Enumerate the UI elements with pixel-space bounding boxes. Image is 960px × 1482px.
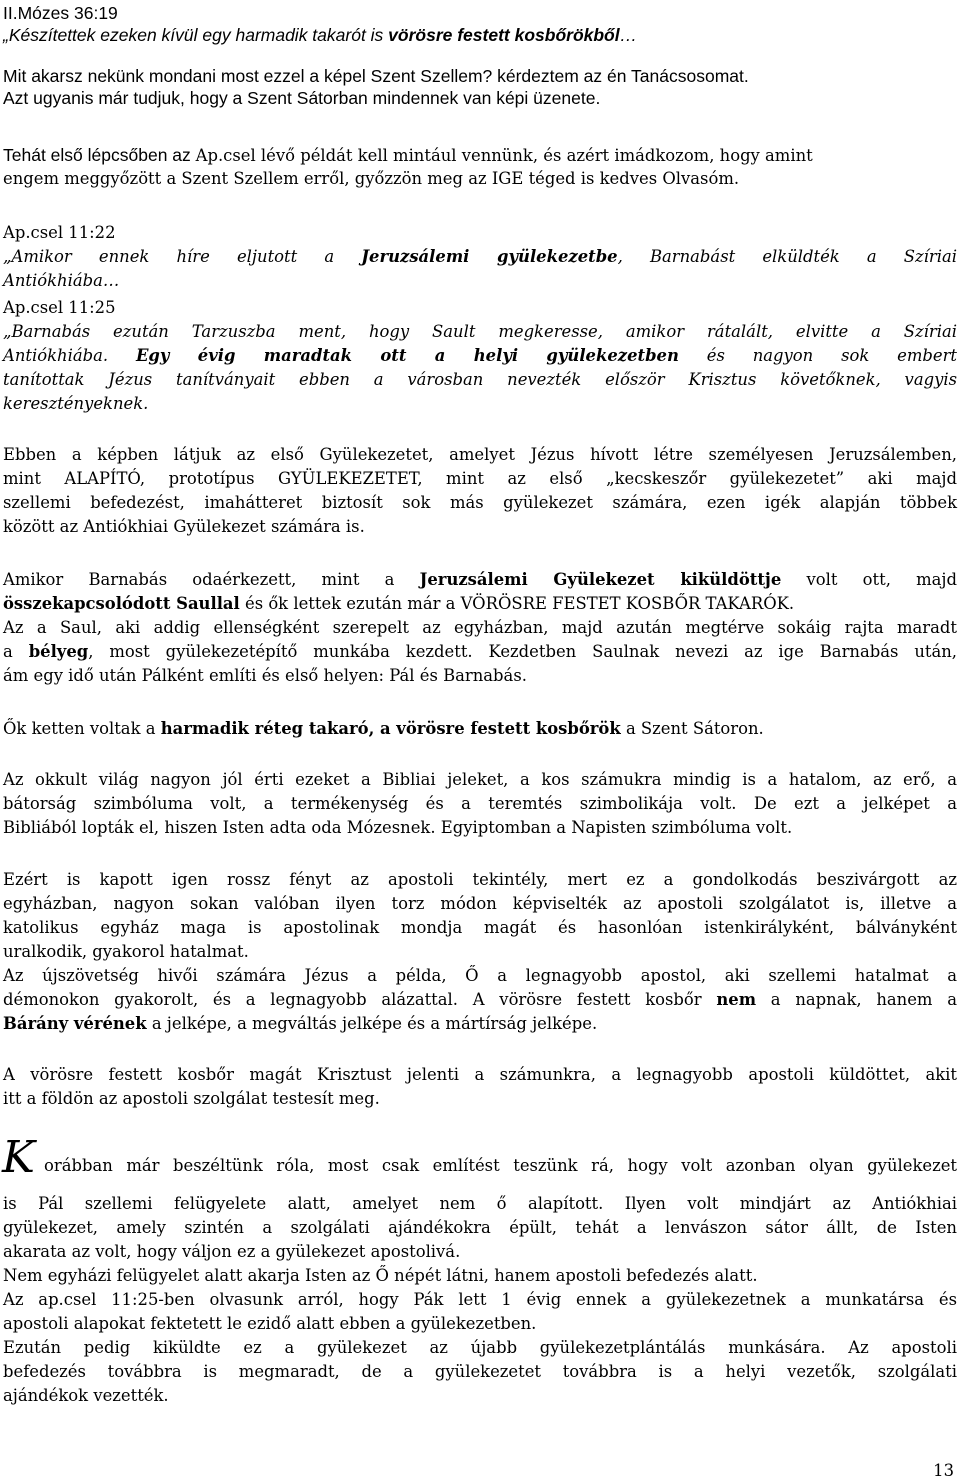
paragraph-line bbox=[3, 569, 957, 591]
paragraph-text: a Szent Sátoron. bbox=[620, 719, 764, 738]
paragraph-line: Nem egyházi felügyelet alatt akarja Isten az Ő népét látni, hanem apostoli befedezés alatt. bbox=[3, 1266, 758, 1285]
verse-line: Antiókhiába… bbox=[3, 271, 120, 290]
page-number: 13 bbox=[933, 1461, 954, 1480]
step-text: Ap.csel lévő példát kell mintául vennünk, és azért imádkozom, hogy amint bbox=[195, 146, 813, 165]
verse-text: „Amikor ennek híre eljutott a bbox=[3, 247, 362, 266]
drop-cap bbox=[2, 1132, 42, 1183]
paragraph-emphasis: Bárány vérének bbox=[3, 1014, 147, 1033]
paragraph-emphasis: bélyeg bbox=[28, 642, 89, 661]
paragraph-line: is Pál szellemi felügyelete alatt, amelyet nem ő alapított. Ilyen volt mindjárt az Antiókhiai bbox=[3, 1194, 957, 1213]
reference-text: II.Mózes 36:19 bbox=[3, 3, 118, 23]
paragraph-line bbox=[3, 718, 957, 740]
paragraph-line: orábban már beszéltünk róla, most csak említést teszünk rá, hogy volt azonban olyan gyülekezet bbox=[44, 1156, 957, 1175]
paragraph-text: Ők ketten voltak a bbox=[3, 719, 161, 738]
paragraph-line: Az a Saul, aki addig ellenségként szerepelt az egyházban, majd azután megtérve sokáig rajta maradt bbox=[3, 618, 957, 637]
paragraph-line bbox=[3, 989, 957, 1011]
paragraph-text: és ők lettek ezután már a VÖRÖSRE FESTET KOSBŐR TAKARÓK. bbox=[239, 594, 795, 613]
paragraph-line: Az újszövetség hivői számára Jézus a példa, Ő a legnagyobb apostol, aki szellemi hatalmat a bbox=[3, 966, 957, 985]
paragraph-line: Az okkult világ nagyon jól érti ezeket a Bibliai jeleket, a kos számukra mindig is a hatalom, az erő, a bbox=[3, 770, 957, 789]
paragraph-line: apostoli alapokat fektetett le ezidő alatt ebben a gyülekezetben. bbox=[3, 1314, 537, 1333]
paragraph-text: a bbox=[3, 642, 29, 661]
paragraph-line: itt a földön az apostoli szolgálat testesít meg. bbox=[3, 1089, 380, 1108]
paragraph-text: a napnak, hanem a bbox=[756, 990, 957, 1009]
quote-ellipsis: … bbox=[619, 25, 638, 45]
paragraph-line: uralkodik, gyakorol hatalmat. bbox=[3, 942, 249, 961]
verse-line: „Barnabás ezután Tarzuszba ment, hogy Sault megkeresse, amikor rátalált, elvitte a Szíriai bbox=[3, 322, 957, 341]
paragraph-line: katolikus egyház maga is apostolinak mondja magát és hasonlóan istenkirályként, bálványként bbox=[3, 918, 957, 937]
intro-line: Azt ugyanis már tudjuk, hogy a Szent Sátorban mindennek van képi üzenete. bbox=[3, 88, 601, 108]
paragraph-line: A vörösre festett kosbőr magát Krisztust jelenti a számunkra, a legnagyobb apostoli küldöttet, akit bbox=[3, 1065, 957, 1084]
paragraph-line: akarata az volt, hogy váljon ez a gyülekezet apostolivá. bbox=[3, 1242, 461, 1261]
intro-line: Mit akarsz nekünk mondani most ezzel a képel Szent Szellem? kérdeztem az én Tanácsosomat. bbox=[3, 66, 749, 86]
paragraph-text: Amikor Barnabás odaérkezett, mint a bbox=[3, 570, 420, 589]
paragraph-emphasis: nem bbox=[716, 990, 757, 1009]
quote-text: „Készítettek ezeken kívül egy harmadik takarót is bbox=[3, 25, 389, 45]
paragraph-line: Ezért is kapott igen rossz fényt az apostoli tekintély, mert ez a gondolkodás beszivárgott az bbox=[3, 870, 957, 889]
step-line bbox=[3, 144, 957, 167]
paragraph-line bbox=[3, 593, 957, 615]
verse-line: tanítottak Jézus tanítványait ebben a városban nevezték először Krisztus követőknek, vagyis bbox=[3, 370, 957, 389]
verse-emphasis: Egy évig maradtak ott a helyi gyülekezetben bbox=[135, 346, 679, 365]
verse-text: Antiókhiába. bbox=[3, 346, 136, 365]
paragraph-emphasis: Jeruzsálemi Gyülekezet kiküldöttje bbox=[419, 570, 782, 589]
verse-reference: Ap.csel 11:25 bbox=[3, 298, 116, 317]
verse-text: és nagyon sok embert bbox=[678, 346, 958, 365]
paragraph-line: egyházban, nagyon sokan valóban ilyen torz módon képviselték az apostoli szolgálatot is, illetve a bbox=[3, 894, 957, 913]
paragraph-line: mint ALAPÍTÓ, prototípus GYÜLEKEZETET, mint az első „kecskeszőr gyülekezetet” aki majd bbox=[3, 469, 957, 488]
paragraph-line: Ebben a képben látjuk az első Gyülekezetet, amelyet Jézus hívott létre személyesen Jeruzsálemben, bbox=[3, 445, 957, 464]
paragraph-text: , most gyülekezetépítő munkába kezdett. Kezdetben Saulnak nevezi az ige Barnabás után, bbox=[88, 642, 957, 661]
paragraph-line: ám egy idő után Pálként említi és első helyen: Pál és Barnabás. bbox=[3, 666, 527, 685]
drop-cap-letter: K bbox=[2, 1132, 35, 1183]
paragraph-line: Bibliából lopták el, hiszen Isten adta oda Mózesnek. Egyiptomban a Napisten szimbóluma volt. bbox=[3, 818, 793, 837]
paragraph-text: a jelképe, a megváltás jelképe és a mártírság jelképe. bbox=[146, 1014, 598, 1033]
paragraph-line: gyülekezet, amely szintén a szolgálati ajándékokra épült, tehát a lenvászon sátor állt, de Isten bbox=[3, 1218, 957, 1237]
verse-reference: Ap.csel 11:22 bbox=[3, 223, 116, 242]
paragraph-emphasis: harmadik réteg takaró, a vörösre festett kosbőrök bbox=[160, 719, 621, 738]
paragraph-line: ajándékok vezették. bbox=[3, 1386, 169, 1405]
paragraph-line: között az Antiókhiai Gyülekezet számára is. bbox=[3, 517, 365, 536]
paragraph-line: szellemi befedezést, imahátteret biztosít sok más gyülekezet számára, ezen igék alapján többek bbox=[3, 493, 957, 512]
scripture-reference bbox=[3, 2, 957, 24]
verse-text: , Barnabást elküldték a Szíriai bbox=[617, 247, 958, 266]
paragraph-line: befedezés továbbra is megmaradt, de a gyülekezetet továbbra is a helyi vezetők, szolgálati bbox=[3, 1362, 957, 1381]
verse-line bbox=[3, 246, 957, 268]
verse-line bbox=[3, 345, 957, 367]
paragraph-line bbox=[3, 1013, 957, 1035]
paragraph-line bbox=[3, 641, 957, 663]
paragraph-text: volt ott, majd bbox=[781, 570, 957, 589]
step-line: engem meggyőzött a Szent Szellem erről, győzzön meg az IGE téged is kedves Olvasóm. bbox=[3, 169, 740, 188]
step-text: Tehát első lépcsőben az bbox=[3, 145, 196, 165]
paragraph-emphasis: összekapcsolódott Saullal bbox=[3, 594, 240, 613]
paragraph-line: bátorság szimbóluma volt, a termékenység és a teremtés szimbolikája volt. De ezt a jelképet a bbox=[3, 794, 957, 813]
verse-emphasis: Jeruzsálemi gyülekezetbe bbox=[361, 247, 618, 266]
quote-emphasis: vörösre festett kosbőrökből bbox=[388, 25, 620, 45]
paragraph-line: Az ap.csel 11:25-ben olvasunk arról, hogy Pák lett 1 évig ennek a gyülekezetnek a munkatársa és bbox=[3, 1290, 957, 1309]
verse-line: keresztényeknek. bbox=[3, 394, 149, 413]
scripture-quote bbox=[3, 24, 957, 46]
paragraph-text: démonokon gyakorolt, és a legnagyobb alázattal. A vörösre festett kosbőr bbox=[3, 990, 717, 1009]
paragraph-line: Ezután pedig kiküldte ez a gyülekezet az újabb gyülekezetplántálás munkására. Az apostoli bbox=[3, 1338, 957, 1357]
